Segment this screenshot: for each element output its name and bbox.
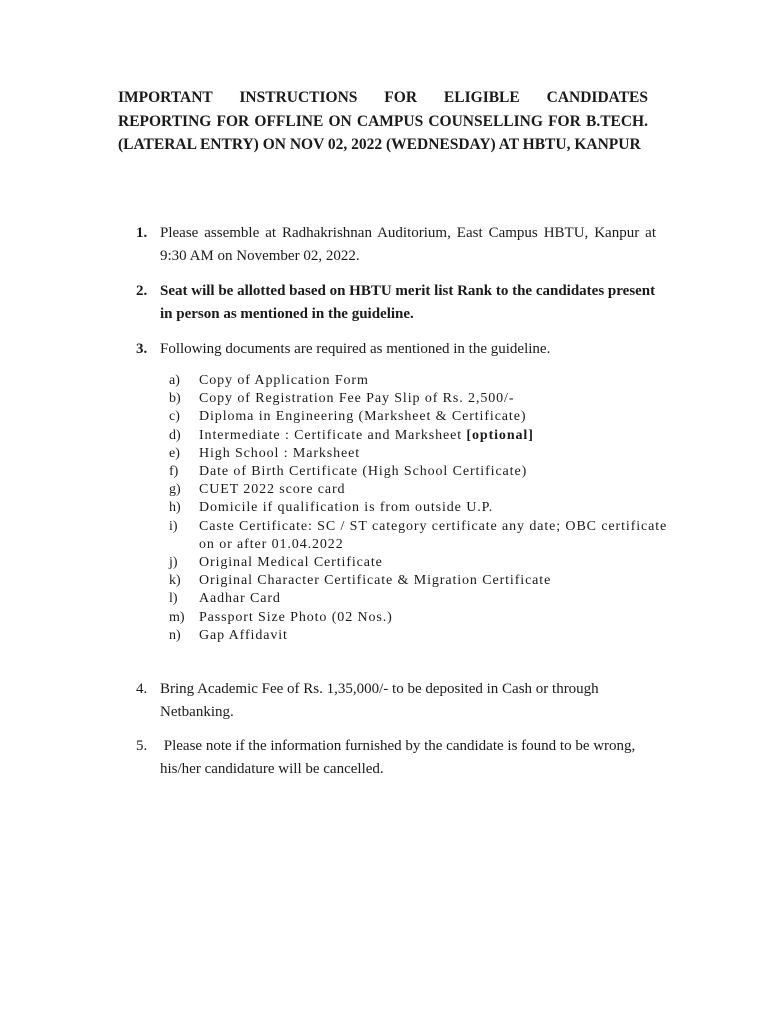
list-item xyxy=(169,609,669,627)
instruction-text: Seat will be allotted based on HBTU merit list Rank to the candidates present in person as mentioned in the guideline. xyxy=(160,283,656,322)
required-documents-list xyxy=(169,372,669,645)
list-marker: i) xyxy=(169,518,178,534)
instruction-number: 1. xyxy=(136,225,148,241)
list-marker: a) xyxy=(169,373,180,388)
list-marker: l) xyxy=(169,591,178,607)
list-item xyxy=(169,554,669,572)
list-item-text: Copy of Application Form xyxy=(199,373,369,388)
list-marker: d) xyxy=(169,427,181,443)
list-marker: f) xyxy=(169,464,179,480)
instruction-item-5 xyxy=(136,735,656,781)
instruction-text: Please note if the information furnished by the candidate is found to be wrong, his/her candidature will be cancelled. xyxy=(160,738,640,777)
instruction-item-2 xyxy=(136,280,656,326)
instruction-number: 4. xyxy=(136,681,148,697)
list-marker: g) xyxy=(169,482,181,498)
document-title: IMPORTANT INSTRUCTIONS FOR ELIGIBLE CANDIDATES REPORTING FOR OFFLINE ON CAMPUS COUNSELLING FOR B.TECH. (LATERAL ENTRY) ON NOV 02, 2022 (WEDNESDAY) AT HBTU, KANPUR xyxy=(118,89,648,154)
list-item xyxy=(169,445,669,463)
list-item xyxy=(169,427,669,445)
list-item-text: Intermediate : Certificate and Marksheet xyxy=(199,427,467,443)
list-marker: e) xyxy=(169,445,180,461)
list-item-text: High School : Marksheet xyxy=(199,445,361,461)
list-item xyxy=(169,590,669,608)
list-item xyxy=(169,463,669,481)
list-marker: k) xyxy=(169,573,181,589)
list-item-text: Diploma in Engineering (Marksheet & Certificate) xyxy=(199,409,527,425)
list-marker: j) xyxy=(169,555,178,571)
list-item xyxy=(169,627,669,645)
list-item xyxy=(169,408,669,426)
list-item-text: CUET 2022 score card xyxy=(199,482,346,498)
list-marker: c) xyxy=(169,409,180,425)
list-item xyxy=(169,390,669,408)
list-marker: n) xyxy=(169,627,181,643)
instruction-text: Bring Academic Fee of Rs. 1,35,000/- to be deposited in Cash or through Netbanking. xyxy=(160,681,599,720)
list-item-text: Caste Certificate: SC / ST category certificate any date; OBC certificate on or after 01.04.2022 xyxy=(199,518,668,552)
list-item-text: Date of Birth Certificate (High School Certificate) xyxy=(199,464,528,480)
list-item-text: Original Medical Certificate xyxy=(199,555,383,571)
instruction-number: 2. xyxy=(136,283,148,299)
instruction-number: 5. xyxy=(136,738,148,754)
list-item xyxy=(169,572,669,590)
list-item-text: Aadhar Card xyxy=(199,591,281,607)
list-marker: b) xyxy=(169,391,181,407)
list-item xyxy=(169,481,669,499)
list-item-text: Original Character Certificate & Migration Certificate xyxy=(199,573,552,589)
instruction-number: 3. xyxy=(136,341,148,357)
list-item xyxy=(169,372,669,390)
list-item xyxy=(169,518,669,554)
instruction-item-1 xyxy=(136,222,656,268)
list-item-text: Gap Affidavit xyxy=(199,627,288,643)
list-item-text: Copy of Registration Fee Pay Slip of Rs. 2,500/- xyxy=(199,391,515,407)
instruction-text: Please assemble at Radhakrishnan Auditorium, East Campus HBTU, Kanpur at 9:30 AM on November 02, 2022. xyxy=(160,225,656,264)
optional-label: [optional] xyxy=(466,427,534,443)
list-item-text: Domicile if qualification is from outside U.P. xyxy=(199,500,494,516)
list-marker: m) xyxy=(169,609,185,625)
instruction-text: Following documents are required as mentioned in the guideline. xyxy=(160,341,551,357)
instruction-item-4 xyxy=(136,678,656,724)
list-item xyxy=(169,499,669,517)
instruction-item-3 xyxy=(136,338,656,361)
list-marker: h) xyxy=(169,500,181,516)
list-item-text: Passport Size Photo (02 Nos.) xyxy=(199,609,393,625)
